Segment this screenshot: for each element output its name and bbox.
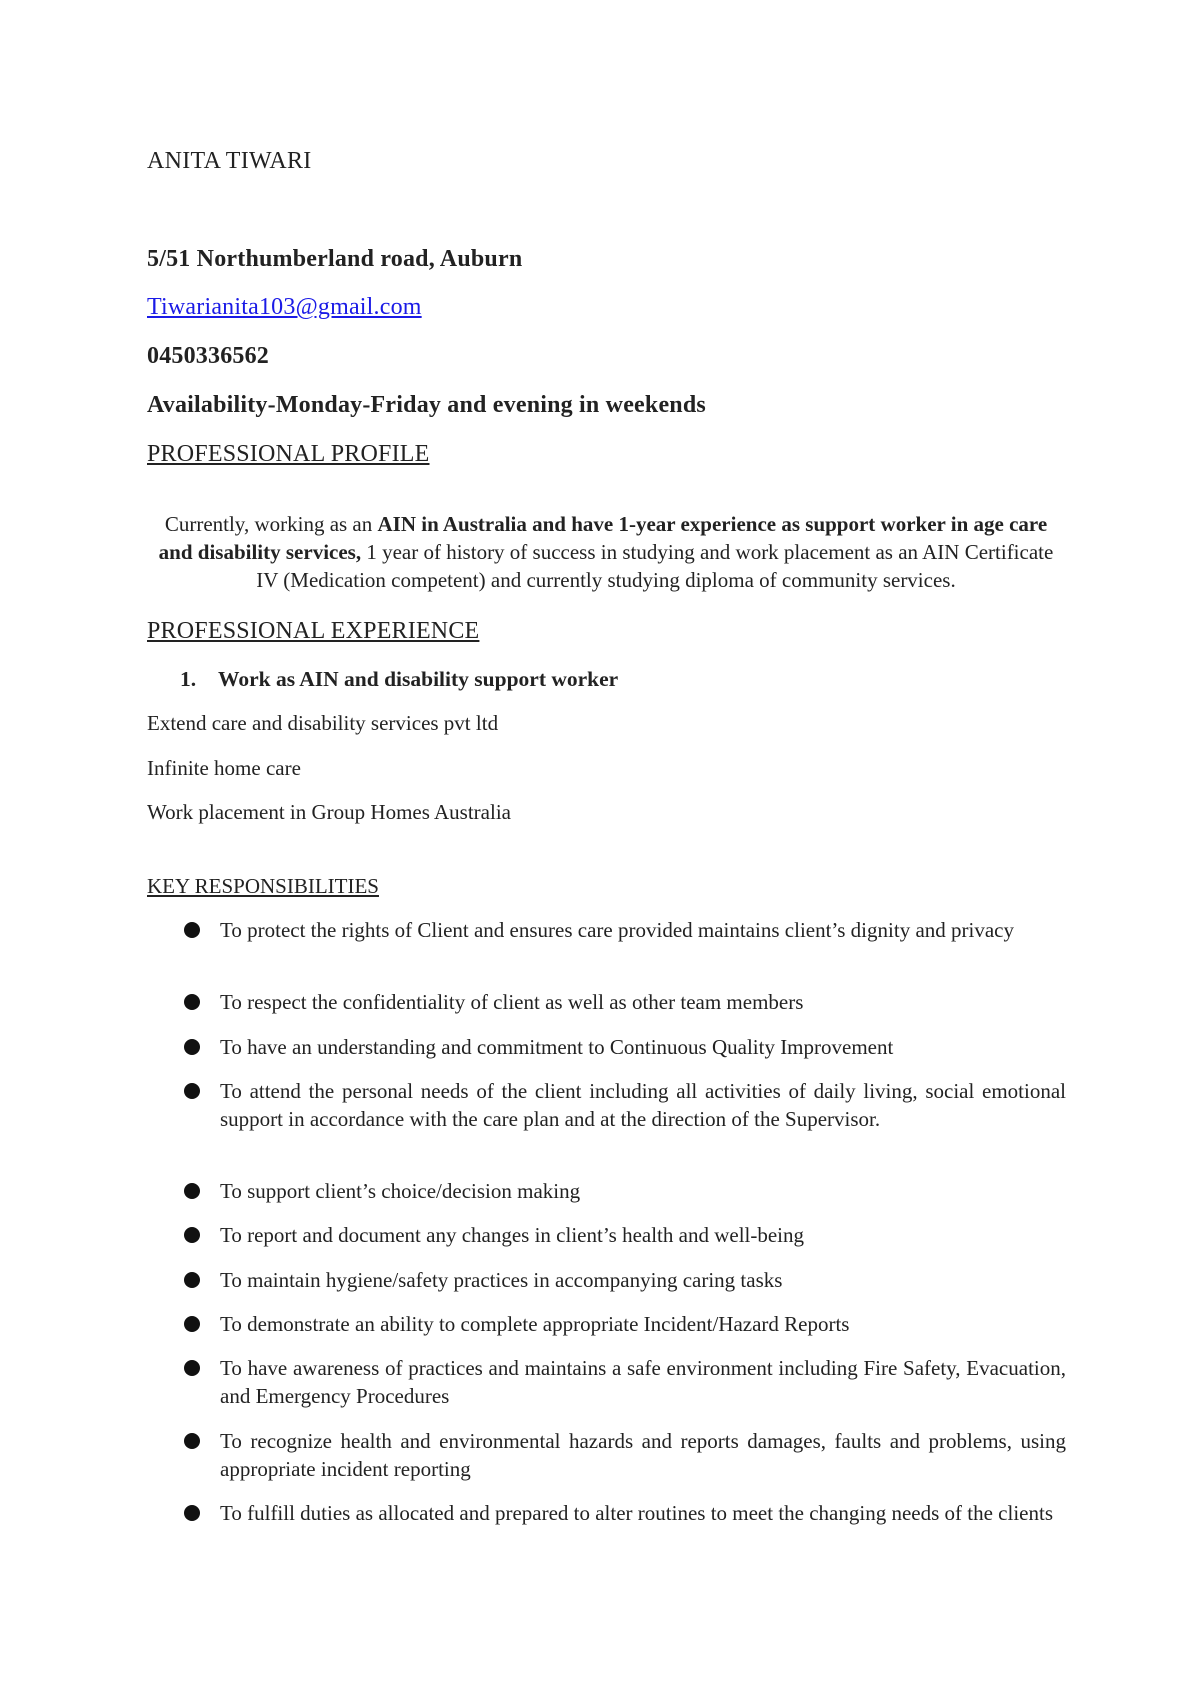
list-item [180,1499,1066,1527]
bullet-icon [184,1183,200,1199]
candidate-name: ANITA TIWARI [147,148,312,174]
bullet-icon [184,1083,200,1099]
list-item-text: To respect the confidentiality of client as well as other team members [220,990,804,1014]
job-title [180,667,618,692]
experience-heading: PROFESSIONAL EXPERIENCE [147,618,480,644]
bullet-icon [184,1316,200,1332]
email-link[interactable]: Tiwarianita103@gmail.com [147,294,422,320]
list-item [180,1427,1066,1483]
list-item [180,1354,1066,1410]
bullet-icon [184,1505,200,1521]
list-item-text: To support client’s choice/decision making [220,1179,581,1203]
phone-number: 0450336562 [147,343,269,369]
list-item [180,988,1066,1016]
profile-text-rest: 1 year of history of success in studying and work placement as an AIN Certificate IV (Medication competent) and currently studying diploma of community services. [256,540,1054,592]
list-item-text: To have an understanding and commitment to Continuous Quality Improvement [220,1035,894,1059]
employer-item: Extend care and disability services pvt ltd [147,711,499,735]
list-item-text: To report and document any changes in client’s health and well-being [220,1223,805,1247]
list-item-text: To demonstrate an ability to complete appropriate Incident/Hazard Reports [220,1312,850,1336]
profile-paragraph [147,510,1065,594]
list-item-text: To have awareness of practices and maintains a safe environment including Fire Safety, Evacuation, and Emergency Procedures [220,1356,1066,1408]
employer-item: Infinite home care [147,756,301,780]
list-item [180,1266,1066,1294]
list-item [180,1177,1066,1205]
email-line [147,294,422,321]
list-item-text: To protect the rights of Client and ensures care provided maintains client’s dignity and privacy [220,918,1014,942]
bullet-icon [184,1227,200,1243]
availability: Availability-Monday-Friday and evening in weekends [147,392,706,418]
employer-item: Work placement in Group Homes Australia [147,800,511,824]
bullet-icon [184,1433,200,1449]
list-item [180,1221,1066,1249]
bullet-icon [184,922,200,938]
list-item-text: To recognize health and environmental hazards and reports damages, faults and problems, using appropriate incident reporting [220,1429,1066,1481]
list-item-text: To fulfill duties as allocated and prepared to alter routines to meet the changing needs of the clients [220,1501,1053,1525]
list-item-text: To maintain hygiene/safety practices in accompanying caring tasks [220,1268,783,1292]
profile-text-bold: AIN in Australia and have 1-year experience as support worker in age care and disability services, [158,512,1048,564]
list-item [180,916,1066,944]
list-item-text: To attend the personal needs of the client including all activities of daily living, social emotional support in accordance with the care plan and at the direction of the Supervisor. [220,1079,1066,1131]
job-title-text: Work as AIN and disability support worker [218,667,619,691]
profile-heading: PROFESSIONAL PROFILE [147,441,430,467]
bullet-icon [184,1360,200,1376]
job-number: 1. [180,667,197,691]
bullet-icon [184,994,200,1010]
list-item [180,1310,1066,1338]
list-item [180,1033,1066,1061]
address: 5/51 Northumberland road, Auburn [147,246,523,272]
bullet-icon [184,1039,200,1055]
list-item [180,1077,1066,1133]
profile-text-lead: Currently, working as an [164,512,378,536]
bullet-icon [184,1272,200,1288]
responsibilities-heading: KEY RESPONSIBILITIES [147,874,379,898]
